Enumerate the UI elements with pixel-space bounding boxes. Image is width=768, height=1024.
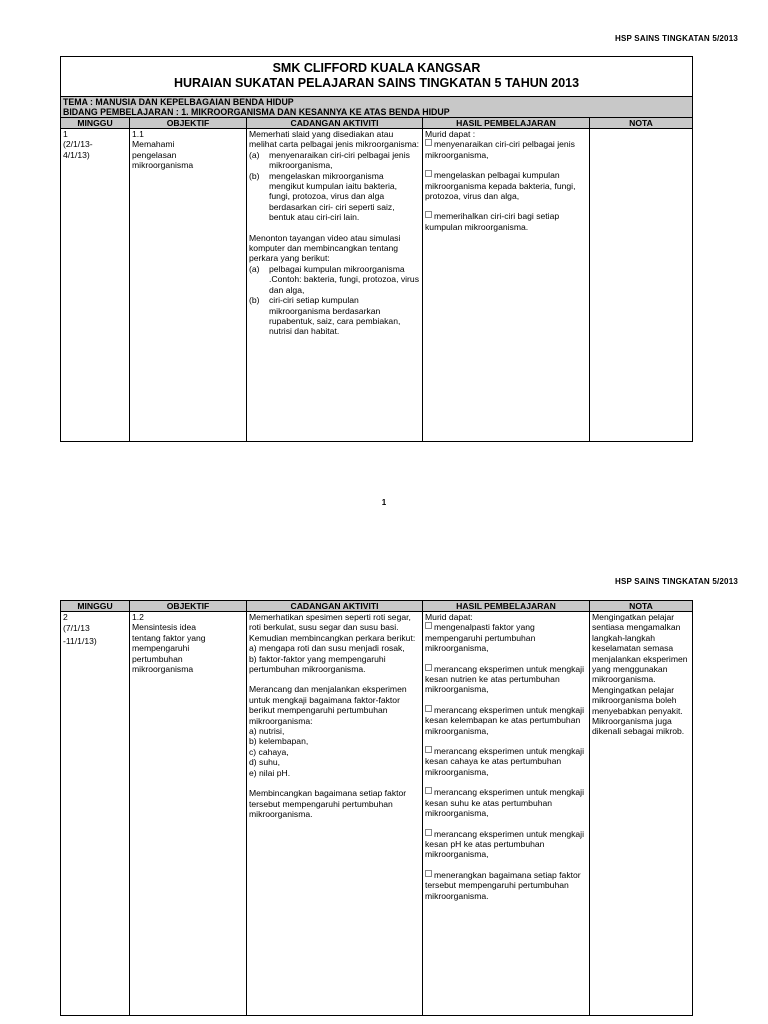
outcome-item: merancang eksperimen untuk mengkaji kesan nutrien ke atas pertumbuhan mikroorganisma, [425, 663, 584, 695]
week-dates: (2/1/13- 4/1/13) [63, 139, 93, 160]
item-label: (a) [249, 149, 260, 160]
column-header-outcome: HASIL PEMBELAJARAN [423, 601, 590, 612]
week-number: 1 [63, 129, 68, 139]
outcome-item: merancang eksperimen untuk mengkaji kesan pH ke atas pertumbuhan mikroorganisma, [425, 828, 584, 860]
item-label: (a) [249, 263, 260, 274]
outcome-cell [423, 612, 590, 1016]
checkbox-icon [425, 139, 432, 146]
outcome-item: merancang eksperimen untuk mengkaji kesan cahaya ke atas pertumbuhan mikroorganisma, [425, 746, 584, 777]
week-number: 2 [63, 612, 68, 622]
outcome-intro: Murid dapat: [425, 612, 473, 622]
checkbox-icon [425, 211, 432, 218]
checkbox-icon [425, 870, 432, 877]
column-header-activity: CADANGAN AKTIVITI [247, 601, 423, 612]
column-header-note: NOTA [590, 118, 693, 129]
objective-text: Mensintesis idea tentang faktor yang mempengaruhi pertumbuhan mikroorganisma [132, 622, 206, 675]
outcome-item: memerihalkan ciri-ciri bagi setiap kumpulan mikroorganisma. [425, 211, 560, 232]
outcome-item: mengenalpasti faktor yang mempengaruhi pertumbuhan mikroorganisma, [425, 622, 536, 654]
theme-label: TEMA : MANUSIA DAN KEPELBAGAIAN BENDA HIDUP [63, 97, 294, 107]
learning-area-label: BIDANG PEMBELAJARAN : 1. MIKROORGANISMA DAN KESANNYA KE ATAS BENDA HIDUP [63, 107, 450, 117]
note-text: Mengingatkan pelajar sentiasa mengamalkan langkah-langkah keselamatan semasa menjalankan eksperimen yang menggunakan mikroorganisma. Mengingatkan pelajar mikroorganisma boleh menyebabkan penyakit. Mikroorganisma juga dikenali sebagai mikrob. [592, 612, 688, 737]
activity-cell [247, 129, 423, 442]
checkbox-icon [425, 170, 432, 177]
activity-item: a) mengapa roti dan susu menjadi rosak, [249, 643, 405, 654]
column-header-outcome: HASIL PEMBELAJARAN [423, 118, 590, 129]
outcome-cell [423, 129, 590, 442]
note-cell [590, 612, 693, 1016]
factor-item: a) nutrisi, [249, 726, 285, 737]
activity-cell [247, 612, 423, 1016]
activity-item: mengelaskan mikroorganisma mengikut kumpulan iaitu bakteria, fungi, protozoa, virus dan alga berdasarkan ciri- ciri seperti saiz, bentuk atau ciri-ciri lain. [269, 170, 398, 223]
note-cell [590, 129, 693, 442]
activity-item: pelbagai kumpulan mikroorganisma .Contoh: bakteria, fungi, protozoa, virus dan alga, [269, 263, 419, 295]
outcome-item: menyenaraikan ciri-ciri pelbagai jenis mikroorganisma, [425, 139, 575, 160]
checkbox-icon [425, 746, 432, 753]
factor-item: b) kelembapan, [249, 736, 309, 747]
checkbox-icon [425, 829, 432, 836]
column-header-week: MINGGU [61, 118, 130, 129]
column-header-activity: CADANGAN AKTIVITI [247, 118, 423, 129]
syllabus-table-1 [60, 56, 693, 442]
column-header-week: MINGGU [61, 601, 130, 612]
outcome-item: merancang eksperimen untuk mengkaji kesan suhu ke atas pertumbuhan mikroorganisma, [425, 787, 584, 819]
syllabus-subtitle: HURAIAN SUKATAN PELAJARAN SAINS TINGKATAN 5 TAHUN 2013 [173, 76, 580, 90]
week-cell [61, 129, 130, 442]
activity-item: menyenaraikan ciri-ciri pelbagai jenis mikroorganisma, [269, 149, 410, 171]
document-title [61, 57, 693, 97]
outcome-item: mengelaskan pelbagai kumpulan mikroorganisma kepada bakteria, fungi, protozoa, virus dan alga, [425, 170, 576, 202]
outcome-intro: Murid dapat : [425, 129, 476, 139]
week-dates: (7/1/13 -11/1/13) [63, 623, 97, 647]
objective-cell [130, 129, 247, 442]
week-cell [61, 612, 130, 1016]
objective-cell [130, 612, 247, 1016]
objective-number: 1.1 [132, 129, 144, 139]
syllabus-table-2 [60, 600, 693, 1016]
activity-intro: Merancang dan menjalankan eksperimen untuk mengkaji bagaimana faktor-faktor berikut mempengaruhi pertumbuhan mikroorganisma: [249, 684, 407, 726]
page-header: HSP SAINS TINGKATAN 5/2013 [614, 34, 738, 43]
school-name: SMK CLIFFORD KUALA KANGSAR [272, 61, 481, 75]
checkbox-icon [425, 664, 432, 671]
column-header-objective: OBJEKTIF [130, 601, 247, 612]
checkbox-icon [425, 622, 432, 629]
column-header-objective: OBJEKTIF [130, 118, 247, 129]
table-row [61, 129, 693, 442]
checkbox-icon [425, 705, 432, 712]
objective-text: Memahami pengelasan mikroorganisma [132, 139, 194, 171]
activity-item: b) faktor-faktor yang mempengaruhi pertumbuhan mikroorganisma. [249, 653, 386, 675]
item-label: (b) [249, 295, 260, 306]
outcome-item: merancang eksperimen untuk mengkaji kesan kelembapan ke atas pertumbuhan mikroorganisma, [425, 704, 584, 736]
checkbox-icon [425, 787, 432, 794]
table-row [61, 612, 693, 1016]
activity-item: ciri-ciri setiap kumpulan mikroorganisma berdasarkan rupabentuk, saiz, cara pembiakan, nutrisi dan habitat. [269, 295, 401, 337]
factor-item: e) nilai pH. [249, 767, 291, 778]
activity-intro: Memerhatikan spesimen seperti roti segar, roti berkulat, susu segar dan susu basi. Kemudian membincangkan perkara berikut: [249, 612, 416, 643]
factor-item: c) cahaya, [249, 746, 289, 757]
activity-intro: Menonton tayangan video atau simulasi komputer dan membincangkan tentang perkara yang berikut: [249, 232, 401, 264]
activity-intro: Memerhati slaid yang disediakan atau melihat carta pelbagai jenis mikroorganisma: [249, 129, 420, 150]
factor-item: d) suhu, [249, 757, 281, 768]
theme-row [61, 97, 693, 118]
activity-intro: Membincangkan bagaimana setiap faktor tersebut mempengaruhi pertumbuhan mikroorganisma. [249, 788, 407, 819]
item-label: (b) [249, 170, 260, 181]
outcome-item: menerangkan bagaimana setiap faktor tersebut mempengaruhi pertumbuhan mikroorganisma. [425, 869, 581, 901]
page-header: HSP SAINS TINGKATAN 5/2013 [614, 577, 738, 586]
objective-number: 1.2 [132, 612, 144, 622]
column-header-note: NOTA [590, 601, 693, 612]
page-number: 1 [381, 498, 387, 507]
